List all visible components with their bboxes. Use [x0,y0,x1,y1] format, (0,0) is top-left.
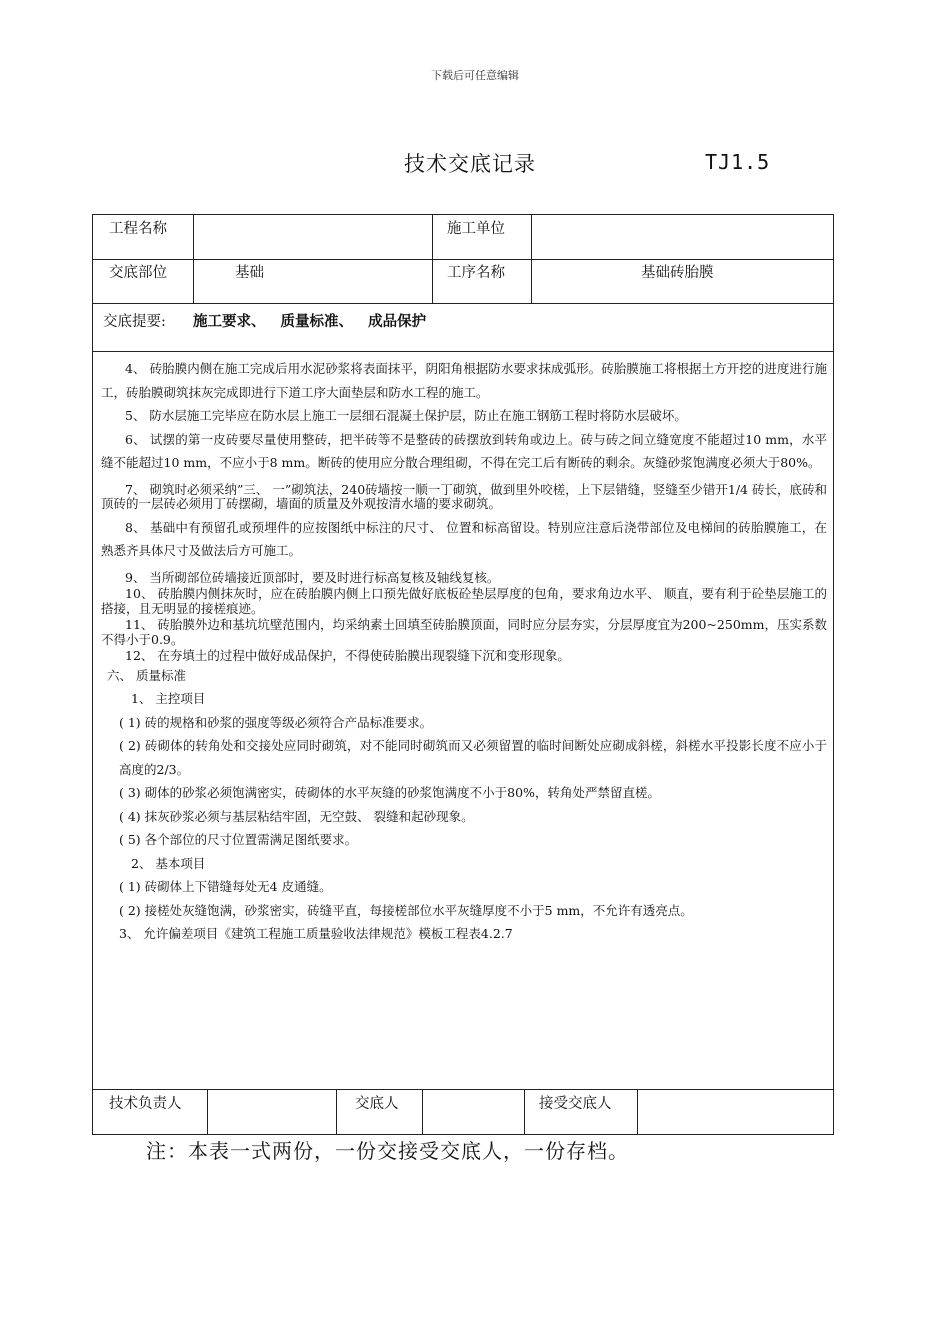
paragraph: 11、 砖胎膜外边和基坑坑壁范围内，均采纳素土回填至砖胎膜顶面，同时应分层夯实，分层厚度宜为200~250mm，压实系数不得小于0.9。 [101,617,827,647]
list-item: ( 1) 砖砌体上下错缝每处无4 皮通缝。 [119,879,332,894]
paragraph: 5、 防水层施工完毕应在防水层上施工一层细石混凝土保护层，防止在施工钢筋工程时将防水层破坏。 [125,408,687,423]
presenter-label: 交底人 [355,1096,399,1112]
document-code: TJ1.5 [705,150,771,174]
paragraph: 6、 试摆的第一皮砖要尽量使用整砖，把半砖等不是整砖的砖摆放到转角或边上。砖与砖之间立缝宽度不能超过10 mm，水平缝不能超过10 mm，不应小于8 mm。断砖的使用应分散合理组砌，不得在完工后有断砖的剩余。灰缝砂浆饱满度必须大于80%。 [101,431,827,470]
list-item: ( 4) 抹灰砂浆必须与基层粘结牢固，无空鼓、 裂缝和起砂现象。 [119,808,474,824]
project-name-label: 工程名称 [109,221,167,237]
watermark-text: 下载后可任意编辑 [431,69,519,82]
row-divider [93,303,833,304]
part-value: 基础 [235,265,264,281]
column-divider [422,1089,423,1134]
section-heading: 六、 质量标准 [107,667,186,683]
part-label: 交底部位 [109,265,167,281]
receiver-label: 接受交底人 [539,1096,612,1112]
row-divider [93,351,833,352]
process-value: 基础砖胎膜 [641,265,714,281]
list-item: ( 5) 各个部位的尺寸位置需满足图纸要求。 [119,832,358,847]
contractor-label: 施工单位 [447,221,505,237]
column-divider [432,215,433,303]
column-divider [336,1089,337,1134]
tech-lead-label: 技术负责人 [109,1096,182,1112]
paragraph: 7、 砌筑时必须采纳”三、 一”砌筑法，240砖墙按一顺一丁砌筑，做到里外咬槎，上下层错缝，竖缝至少错开1/4 砖长，底砖和顶砖的一层砖必须用丁砖摆砌，墙面的质量及外观按清水墙的要求砌筑。 [101,481,827,511]
column-divider [637,1089,638,1134]
column-divider [207,1089,208,1134]
paragraph: 4、 砖胎膜内侧在施工完成后用水泥砂浆将表面抹平，阴阳角根据防水要求抹成弧形。砖胎膜施工将根据土方开挖的进度进行施工，砖胎膜砌筑抹灰完成即进行下道工序大面垫层和防水工程的施工。 [101,361,827,400]
list-item: ( 3) 砌体的砂浆必须饱满密实，砖砌体的水平灰缝的砂浆饱满度不小于80%，转角处严禁留直槎。 [119,785,660,800]
list-item: ( 2) 接槎处灰缝饱满，砂浆密实，砖缝平直，每接槎部位水平灰缝厚度不小于5 mm，不允许有透亮点。 [119,902,693,918]
summary-label: 交底提要: [103,314,166,330]
column-divider [531,215,532,303]
list-item: ( 1) 砖的规格和砂浆的强度等级必须符合产品标准要求。 [119,714,433,730]
subsection-heading: 1、 主控项目 [131,691,206,706]
summary-items: 施工要求、 质量标准、 成品保护 [193,314,427,330]
disclosure-content [101,357,827,946]
document-title: 技术交底记录 [404,152,536,176]
disclosure-form [92,214,834,1135]
paragraph: 12、 在夯填土的过程中做好成品保护，不得使砖胎膜出现裂缝下沉和变形现象。 [125,648,570,663]
row-divider [93,1089,833,1090]
paragraph: 9、 当所砌部位砖墙接近顶部时，要及时进行标高复核及轴线复核。 [125,569,500,585]
paragraph: 8、 基础中有预留孔或预埋件的应按图纸中标注的尺寸、 位置和标高留设。特别应注意后浇带部位及电梯间的砖胎膜施工，在熟悉齐具体尺寸及做法后方可施工。 [101,519,827,558]
footnote: 注：本表一式两份，一份交接受交底人，一份存档。 [146,1139,629,1163]
process-label: 工序名称 [447,265,505,281]
column-divider [524,1089,525,1134]
list-item: ( 2) 砖砌体的转角处和交接处应同时砌筑，对不能同时砌筑而又必须留置的临时间断处应砌成斜槎，斜槎水平投影长度不应小于高度的2/3。 [119,738,827,777]
row-divider [93,259,833,260]
column-divider [193,215,194,303]
subsection-heading: 2、 基本项目 [131,855,206,871]
paragraph: 10、 砖胎膜内侧抹灰时，应在砖胎膜内侧上口预先做好底板砼垫层厚度的包角，要求角边水平、 顺直，要有利于砼垫层施工的搭接，且无明显的接槎痕迹。 [101,586,827,616]
subsection-heading: 3、 允许偏差项目《建筑工程施工质量验收法律规范》模板工程表4.2.7 [119,926,513,941]
